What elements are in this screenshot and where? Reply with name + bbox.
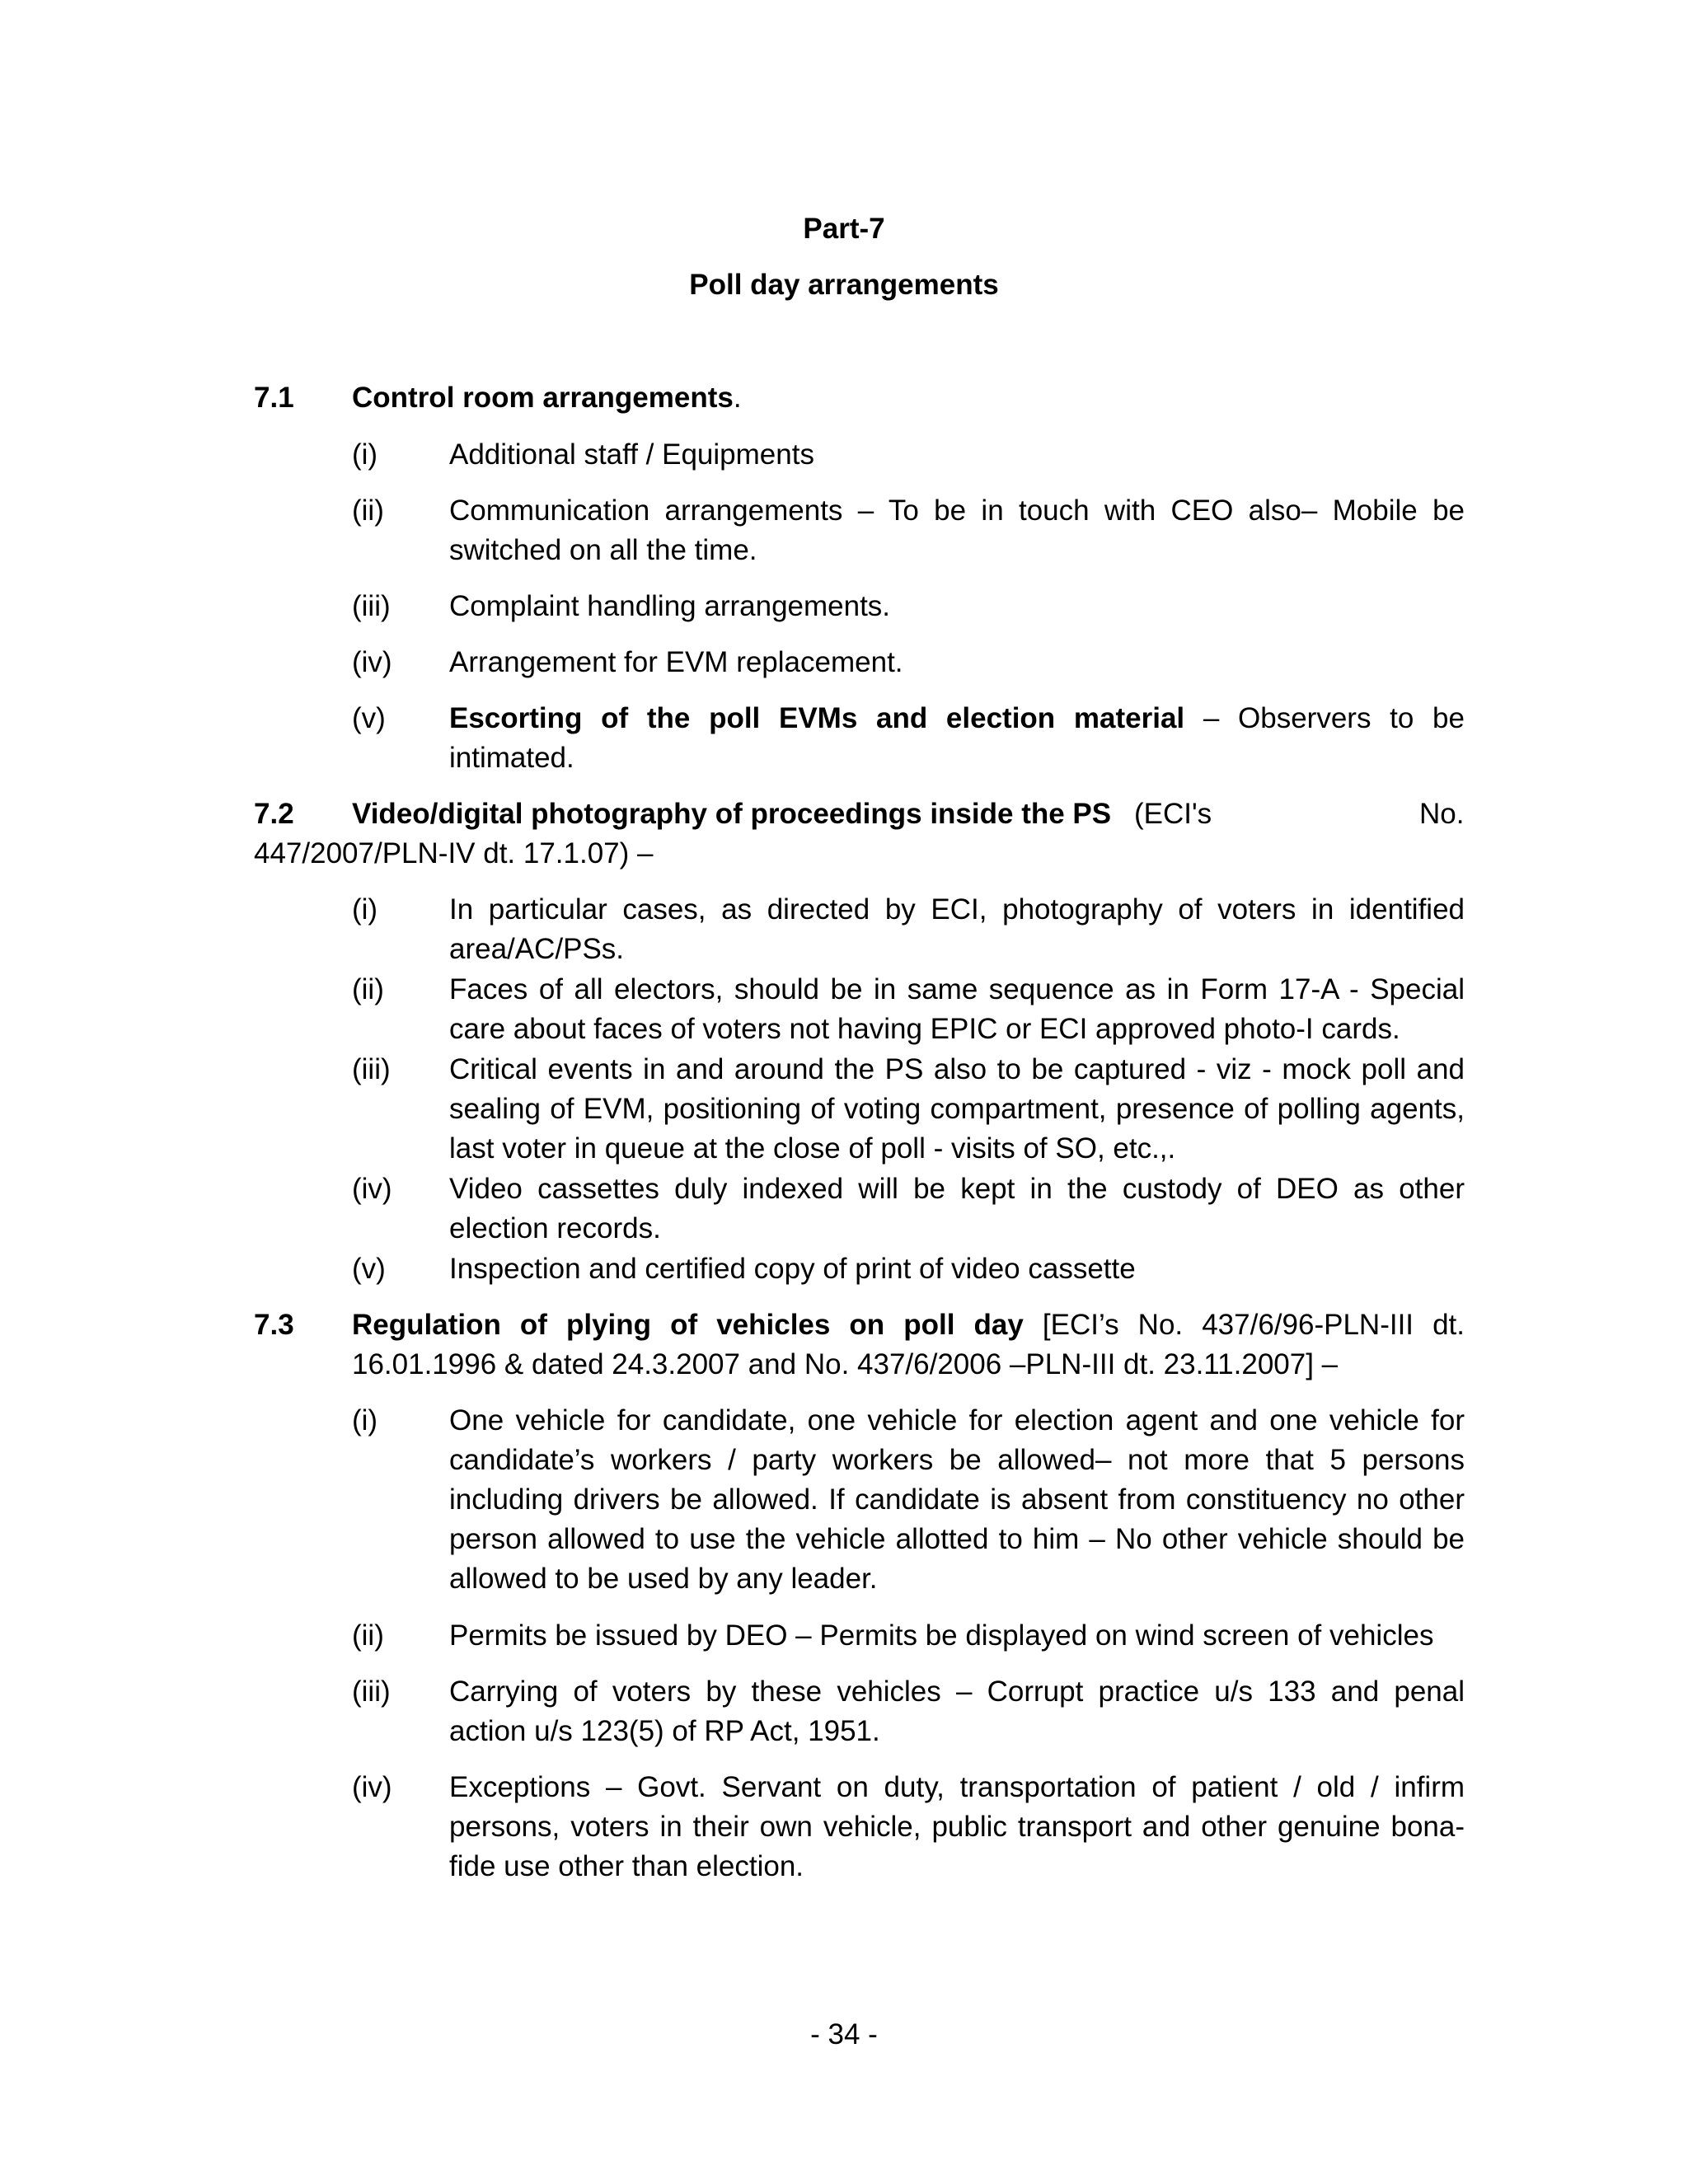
list-item-text: In particular cases, as directed by ECI, photography of voters in identified area/AC/PSs. (449, 893, 1465, 965)
list-item-number: (iv) (352, 646, 392, 678)
section-number: 7.2 (254, 798, 294, 830)
list-item-number: (i) (352, 438, 378, 471)
page-number: - 34 - (810, 2018, 878, 2050)
part-heading: Part-7 (803, 213, 885, 245)
list-item-tail: – Observers to be intimated. (449, 702, 1465, 774)
section-number: 7.1 (254, 382, 294, 414)
list-item-number: (ii) (352, 1619, 384, 1652)
section-ref-no: No. (1419, 798, 1465, 830)
list-item-number: (v) (352, 1253, 386, 1285)
section-number: 7.3 (254, 1309, 294, 1341)
section-title: Regulation of plying of vehicles on poll day (352, 1309, 1024, 1341)
list-item-number: (iv) (352, 1173, 392, 1205)
list-item-text: Communication arrangements – To be in touch with CEO also– Mobile be switched on all the time. (449, 494, 1465, 566)
list-item-text: Exceptions – Govt. Servant on duty, transportation of patient / old / infirm persons, voters in their own vehicle, public transport and other genuine bona-fide use other than election. (449, 1771, 1465, 1882)
list-item-number: (iv) (352, 1771, 392, 1803)
section-heading (352, 378, 1465, 418)
list-item-text: Critical events in and around the PS also to be captured - viz - mock poll and sealing of EVM, positioning of voting compartment, presence of polling agents, last voter in queue at the close of poll - visits of SO, etc.,. (449, 1053, 1465, 1165)
list-item-text: Permits be issued by DEO – Permits be displayed on wind screen of vehicles (449, 1619, 1434, 1652)
section-ref-continued: 447/2007/PLN-IV dt. 17.1.07) – (254, 837, 654, 869)
page-title: Poll day arrangements (689, 269, 999, 301)
section-ref-start: (ECI's (1134, 798, 1212, 830)
list-item-bold: Escorting of the poll EVMs and election material (449, 702, 1185, 734)
list-item-text: Inspection and certified copy of print of video cassette (449, 1253, 1136, 1285)
section-title: Control room arrangements (352, 382, 734, 414)
section-heading (352, 1305, 1465, 1385)
list-item-number: (v) (352, 702, 386, 734)
list-item-number: (ii) (352, 973, 384, 1005)
list-item-text: Carrying of voters by these vehicles – Corrupt practice u/s 133 and penal action u/s 123(5) of RP Act, 1951. (449, 1675, 1465, 1747)
section-title: Video/digital photography of proceedings inside the PS (352, 798, 1112, 830)
list-item-text: Faces of all electors, should be in same sequence as in Form 17-A - Special care about faces of voters not having EPIC or ECI approved photo-I cards. (449, 973, 1465, 1045)
list-item-text: One vehicle for candidate, one vehicle for election agent and one vehicle for candidate’s workers / party workers be allowed– not more that 5 persons including drivers be allowed. If candidate is absent from constituency no other person allowed to use the vehicle allotted to him – No other vehicle should be allowed to be used by any leader. (449, 1404, 1465, 1595)
list-item-text: Complaint handling arrangements. (449, 590, 891, 622)
list-item-text: Additional staff / Equipments (449, 438, 814, 471)
section-ref: [ECI’s No. 437/6/96-PLN-III dt. 16.01.1996 & dated 24.3.2007 and No. 437/6/2006 –PLN-III dt. 23.11.2007] – (352, 1309, 1465, 1380)
list-item-number: (i) (352, 1404, 378, 1436)
list-item-text (449, 699, 1465, 778)
list-item-number: (iii) (352, 1053, 391, 1085)
list-item-number: (ii) (352, 494, 384, 527)
list-item-number: (i) (352, 893, 378, 926)
list-item-text: Arrangement for EVM replacement. (449, 646, 903, 678)
list-item-number: (iii) (352, 590, 391, 622)
list-item-number: (iii) (352, 1675, 391, 1708)
section-title-tail: . (733, 382, 742, 414)
list-item-text: Video cassettes duly indexed will be kept in the custody of DEO as other election records. (449, 1173, 1465, 1244)
